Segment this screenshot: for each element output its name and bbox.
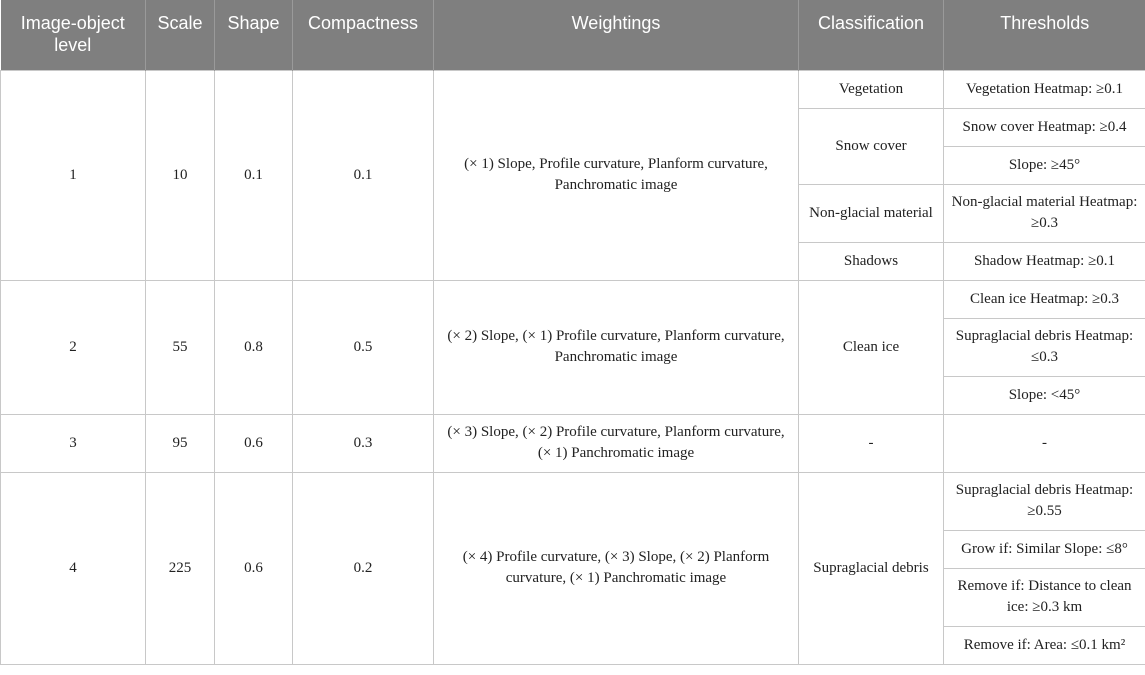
- classification-cell: Clean ice: [799, 280, 944, 414]
- shape-cell: 0.8: [215, 280, 293, 414]
- threshold-cell: Clean ice Heatmap: ≥0.3: [944, 280, 1145, 318]
- compactness-cell: 0.5: [293, 280, 434, 414]
- threshold-cell: Grow if: Similar Slope: ≤8°: [944, 530, 1145, 568]
- header-weightings: Weightings: [434, 0, 799, 70]
- threshold-cell: Snow cover Heatmap: ≥0.4: [944, 108, 1145, 146]
- threshold-cell: Remove if: Area: ≤0.1 km²: [944, 626, 1145, 664]
- weightings-cell: (× 4) Profile curvature, (× 3) Slope, (× 2) Planform curvature, (× 1) Panchromatic image: [434, 472, 799, 664]
- level-cell: 3: [1, 414, 146, 472]
- threshold-cell: Shadow Heatmap: ≥0.1: [944, 242, 1145, 280]
- compactness-cell: 0.1: [293, 70, 434, 280]
- header-row: [1, 0, 1145, 70]
- compactness-cell: 0.2: [293, 472, 434, 664]
- level-cell: 4: [1, 472, 146, 664]
- header-thresholds: Thresholds: [944, 0, 1145, 70]
- classification-cell: -: [799, 414, 944, 472]
- header-compactness: Compactness: [293, 0, 434, 70]
- level-cell: 2: [1, 280, 146, 414]
- header-image-object-level: Image-object level: [1, 0, 146, 70]
- header-shape: Shape: [215, 0, 293, 70]
- scale-cell: 10: [146, 70, 215, 280]
- classification-cell: Shadows: [799, 242, 944, 280]
- table-row: [1, 472, 1145, 530]
- header-classification: Classification: [799, 0, 944, 70]
- shape-cell: 0.6: [215, 414, 293, 472]
- threshold-cell: Non-glacial material Heatmap: ≥0.3: [944, 184, 1145, 242]
- classification-cell: Non-glacial material: [799, 184, 944, 242]
- threshold-cell: Supraglacial debris Heatmap: ≤0.3: [944, 318, 1145, 376]
- threshold-cell: Slope: ≥45°: [944, 146, 1145, 184]
- scale-cell: 55: [146, 280, 215, 414]
- table-row: [1, 414, 1145, 472]
- classification-cell: Supraglacial debris: [799, 472, 944, 664]
- threshold-cell: -: [944, 414, 1145, 472]
- shape-cell: 0.6: [215, 472, 293, 664]
- compactness-cell: 0.3: [293, 414, 434, 472]
- shape-cell: 0.1: [215, 70, 293, 280]
- header-scale: Scale: [146, 0, 215, 70]
- threshold-cell: Supraglacial debris Heatmap: ≥0.55: [944, 472, 1145, 530]
- weightings-cell: (× 2) Slope, (× 1) Profile curvature, Planform curvature, Panchromatic image: [434, 280, 799, 414]
- threshold-cell: Slope: <45°: [944, 376, 1145, 414]
- weightings-cell: (× 3) Slope, (× 2) Profile curvature, Planform curvature, (× 1) Panchromatic image: [434, 414, 799, 472]
- scale-cell: 95: [146, 414, 215, 472]
- threshold-cell: Vegetation Heatmap: ≥0.1: [944, 70, 1145, 108]
- classification-cell: Vegetation: [799, 70, 944, 108]
- classification-cell: Snow cover: [799, 108, 944, 184]
- scale-cell: 225: [146, 472, 215, 664]
- threshold-cell: Remove if: Distance to clean ice: ≥0.3 km: [944, 568, 1145, 626]
- weightings-cell: (× 1) Slope, Profile curvature, Planform curvature, Panchromatic image: [434, 70, 799, 280]
- level-cell: 1: [1, 70, 146, 280]
- table-row: [1, 280, 1145, 318]
- table-row: [1, 70, 1145, 108]
